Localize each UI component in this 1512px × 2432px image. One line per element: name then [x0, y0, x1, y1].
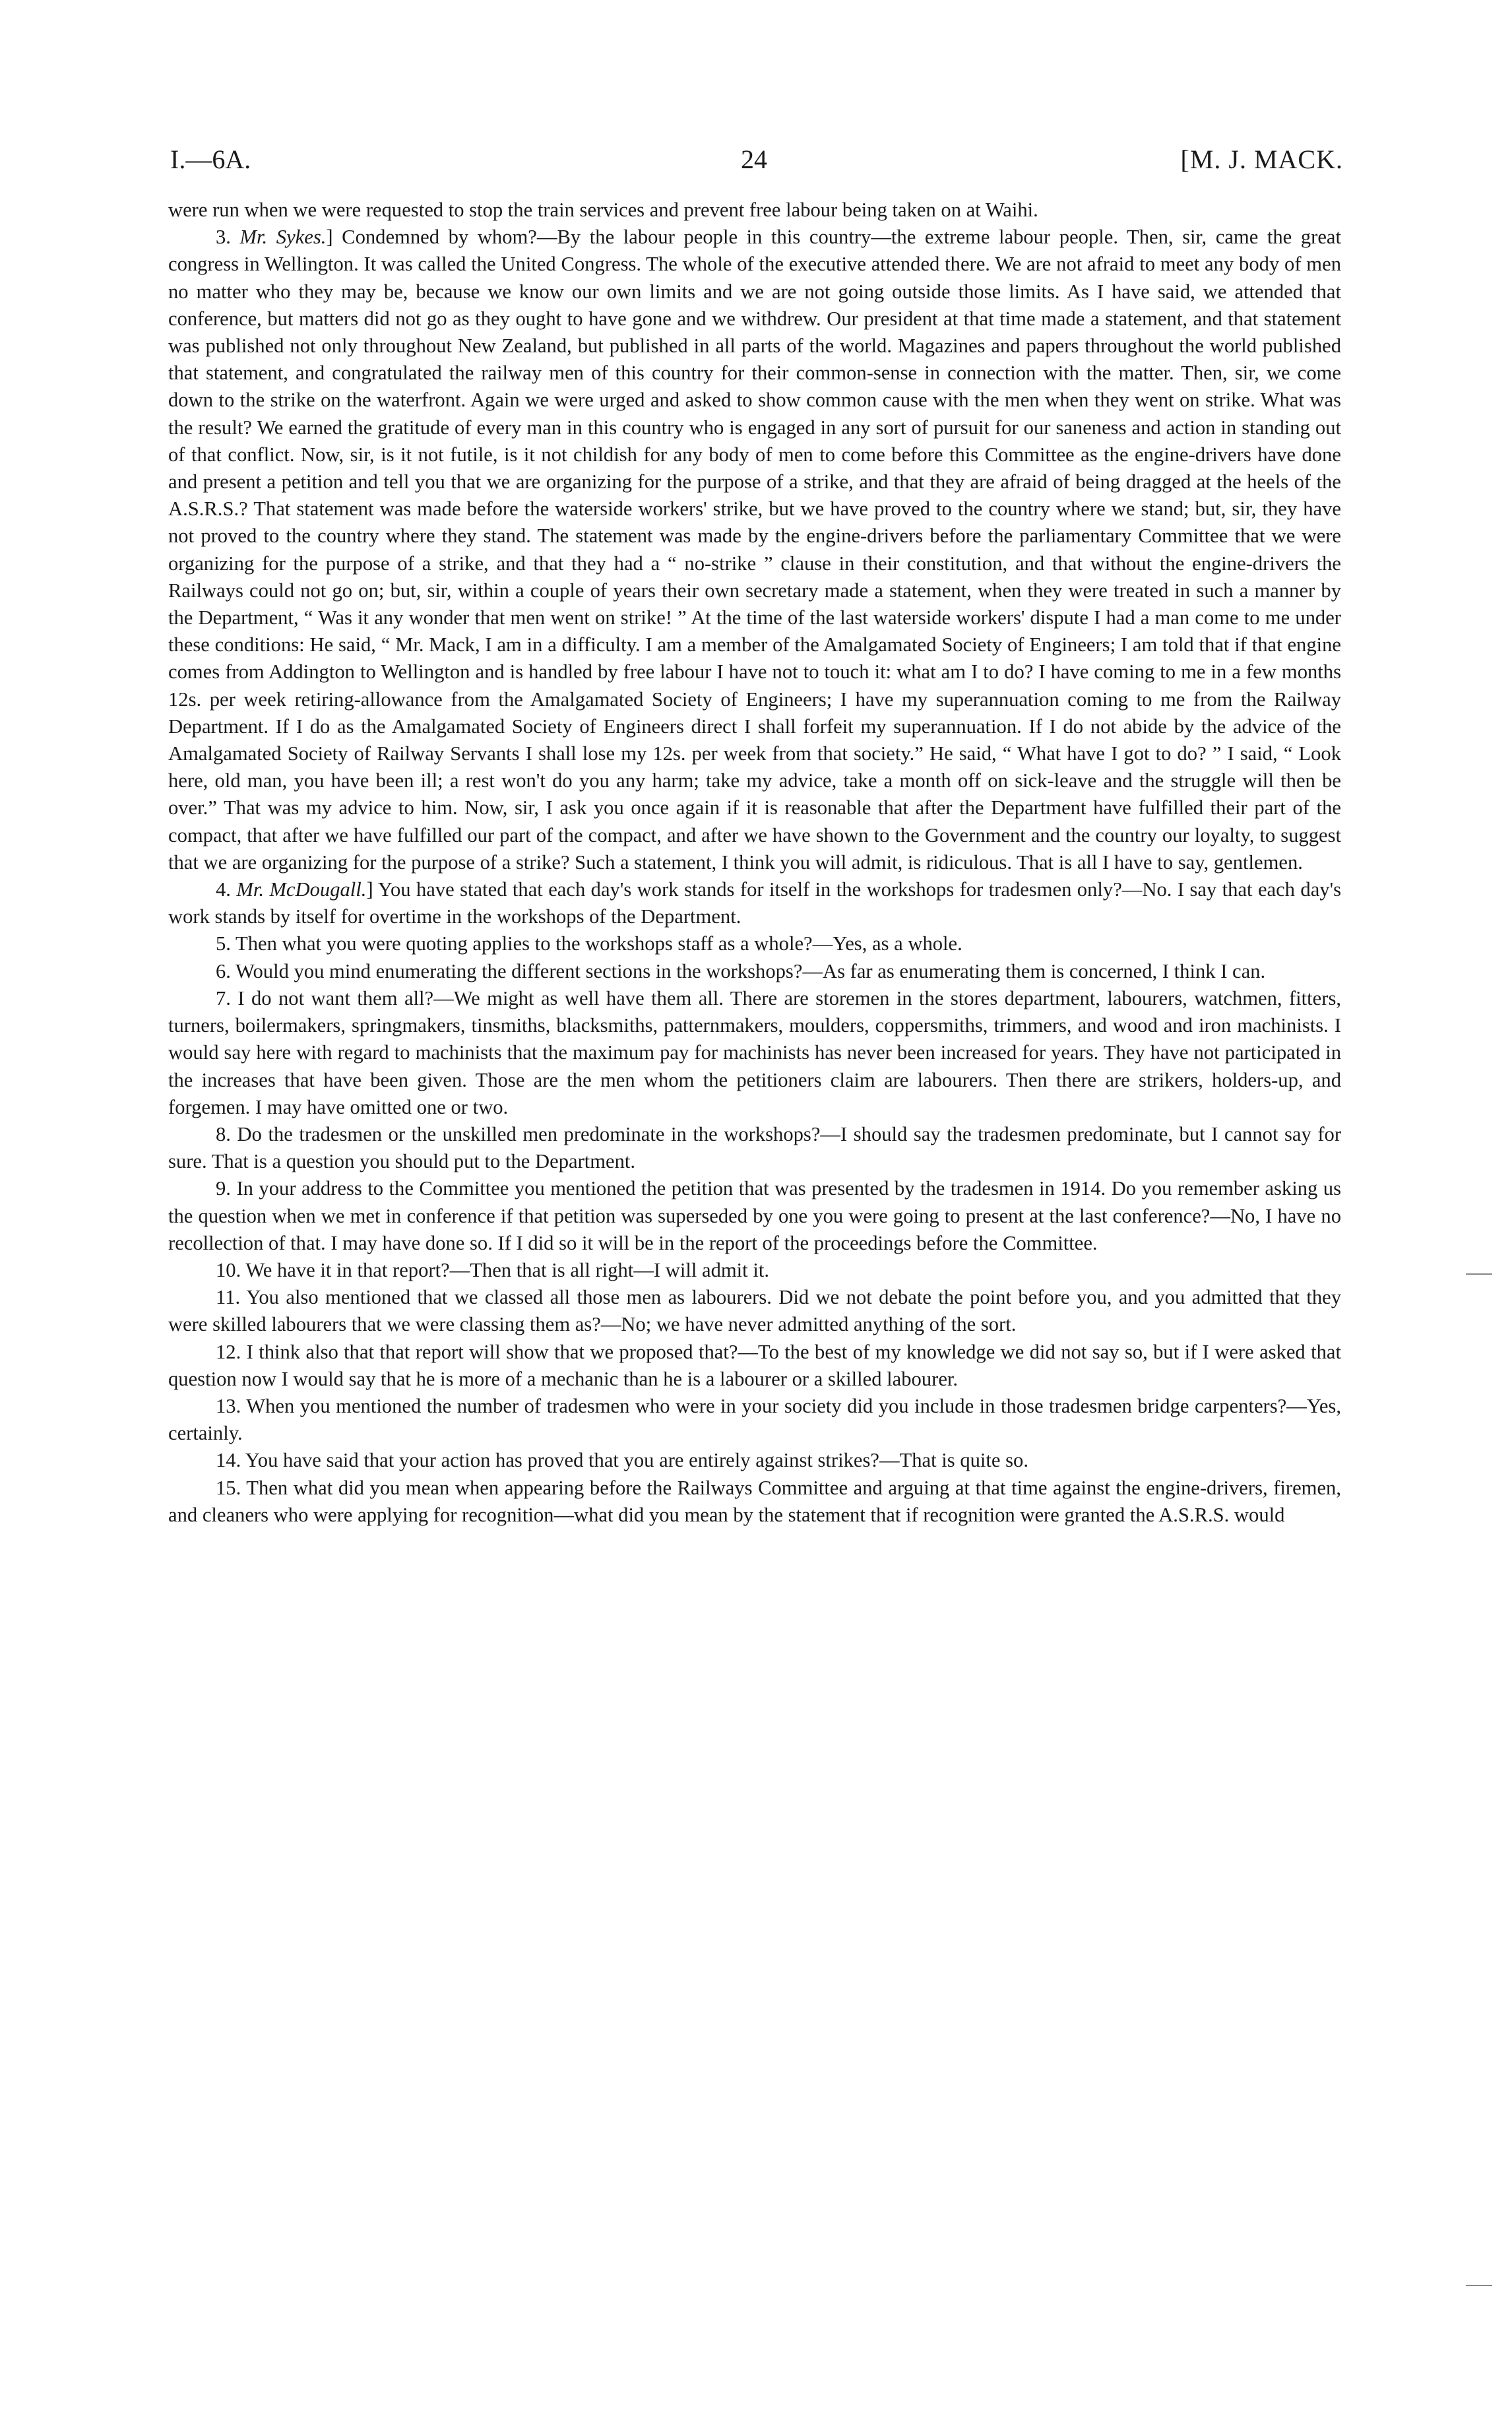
paragraph-text: You have said that your action has proved that you are entirely against strikes?—That is quite so. [245, 1449, 1028, 1472]
question-number: 7. [216, 986, 238, 1009]
paragraph-text: Do the tradesmen or the unskilled men predominate in the workshops?—I should say the tradesmen predominate, but I cannot say for sure. That is a question you should put to the Department. [168, 1122, 1342, 1173]
paragraph-text: I do not want them all?—We might as well have them all. There are storemen in the stores department, labourers, watchmen, fitters, turners, boilermakers, springmakers, tinsmiths, blacksmiths, patternmakers, moulders, coppersmiths, trimmers, and wood and iron machinists. I would say here with regard to machinists that the maximum pay for machinists has never been increased for years. They have not participated in the increases that have been given. Those are the men whom the petitioners claim are labourers. Then there are strikers, holders-up, and forgemen. I may have omitted one or two. [168, 986, 1342, 1118]
question-number: 5. [216, 932, 236, 955]
paragraph-text: You also mentioned that we classed all those men as labourers. Did we not debate the point before you, and you admitted that they were skilled labourers that we were classing them as?—No; we have never admitted anything of the sort. [168, 1286, 1341, 1336]
question-number: 8. [216, 1122, 237, 1145]
paragraph-text: When you mentioned the number of tradesmen who were in your society did you include in those tradesmen bridge carpenters?—Yes, certainly. [168, 1394, 1341, 1445]
question-number: 14. [216, 1449, 245, 1472]
speaker-name: Mr. McDougall. [236, 878, 367, 901]
paragraph-text: ] Condemned by whom?—By the labour people in this country—the extreme labour people. Then, sir, came the great congress in Wellington. It was called the United Congress. The whole of the executive attended there. We are not afraid to meet any body of men no matter who they may be, because we know our own limits and we are not going outside those limits. As I have said, we attended that conference, but matters did not go as they ought to have gone and we withdrew. Our president at that time made a statement, and that statement was published not only throughout New Zealand, but published in all parts of the world. Magazines and papers throughout the world published that statement, and congratulated the railway men of this country for their common-sense in connection with the matter. Then, sir, we come down to the strike on the waterfront. Again we were urged and asked to show common cause with the men when they went on strike. What was the result? We earned the gratitude of every man in this country who is engaged in any sort of pursuit for our saneness and action in standing out of that conflict. Now, sir, is it not futile, is it not childish for any body of men to come before this Committee as the engine-drivers have done and present a petition and tell you that we are organizing for the purpose of a strike, and that they are afraid of being dragged at the heels of the A.S.R.S.? That statement was made before the waterside workers' strike, but we have proved to the country where we stand; but, sir, they have not proved to the country where they stand. The statement was made by the engine-drivers before the parliamentary Committee that we were organizing for the purpose of a strike, and that they had a “ no-strike ” clause in their constitution, and that without the engine-drivers the Railways could not go on; but, sir, within a couple of years their own secretary made a statement, when they were treated in such a manner by the Department, “ Was it any wonder that men went on strike! ” At the time of the last waterside workers' dispute I had a man come to me under these conditions: He said, “ Mr. Mack, I am in a difficulty. I am a member of the Amalgamated Society of Engineers; I am told that if that engine comes from Addington to Wellington and is handled by free labour I have not to touch it: what am I to do? I have coming to me in a few months 12s. per week retiring-allowance from the Amalgamated Society of Engineers; I have my superannuation coming to me from the Railway Department. If I do as the Amalgamated Society of Engineers direct I shall forfeit my superannuation. If I do not abide by the advice of the Amalgamated Society of Railway Servants I shall lose my 12s. per week from that society.” He said, “ What have I got to do? ” I said, “ Look here, old man, you have been ill; a rest won't do you any harm; take my advice, take a month off on sick-leave and the struggle will then be over.” That was my advice to him. Now, sir, I ask you once again if it is reasonable that after the Department have fulfilled their part of the compact, that after we have fulfilled our part of the compact, and after we have shown to the Government and the country our loyalty, to suggest that we are organizing for the purpose of a strike? Such a statement, I think you will admit, is ridiculous. That is all I have to say, gentlemen. [168, 226, 1341, 874]
paragraph [168, 958, 1341, 985]
question-number: 3. [216, 226, 240, 249]
paragraph [168, 1447, 1341, 1474]
page-header [165, 140, 1343, 179]
paper-reference: I.—6A. [170, 144, 251, 174]
paragraph [168, 876, 1341, 930]
paragraph-text: Would you mind enumerating the different sections in the workshops?—As far as enumerating them is concerned, I think I can. [236, 959, 1266, 982]
paragraph [168, 1475, 1341, 1529]
paragraph [168, 1393, 1341, 1447]
paragraph-text: In your address to the Committee you mentioned the petition that was presented by the tradesmen in 1914. Do you remember asking us the question when we met in conference if that petition was superseded by one you were going to present at the last conference?—No, I have no recollection of that. I may have done so. If I did so it will be in the report of the proceedings before the Committee. [168, 1177, 1342, 1254]
witness-name: [M. J. MACK. [1180, 144, 1343, 174]
question-number: 6. [216, 959, 236, 982]
paragraph [168, 1121, 1341, 1175]
question-number: 4. [216, 878, 237, 901]
paragraph-text: Then what you were quoting applies to the workshops staff as a whole?—Yes, as a whole. [236, 932, 962, 955]
paragraph [168, 1339, 1341, 1393]
paragraph-text: We have it in that report?—Then that is all right—I will admit it. [245, 1258, 769, 1281]
paragraph [168, 1175, 1341, 1257]
paragraph [168, 1284, 1341, 1338]
paragraph-text: Then what did you mean when appearing before the Railways Committee and arguing at that time against the engine-drivers, firemen, and cleaners who were applying for recognition—what did you mean by the statement that if recognition were granted the A.S.R.S. would [168, 1476, 1341, 1526]
question-number: 12. [216, 1340, 247, 1363]
paragraph-text: ] You have stated that each day's work stands for itself in the workshops for tradesmen only?—No. I say that each day's work stands by itself for overtime in the workshops of the Department. [168, 878, 1341, 928]
question-number: 15. [216, 1476, 247, 1499]
question-number: 13. [216, 1394, 247, 1417]
paragraph [168, 224, 1341, 876]
speaker-name: Mr. Sykes. [239, 226, 327, 249]
margin-mark [1466, 2285, 1492, 2286]
paragraph-text: were run when we were requested to stop the train services and prevent free labour being taken on at Waihi. [168, 199, 1038, 221]
paragraph [168, 930, 1341, 957]
paragraph-text: I think also that that report will show that we proposed that?—To the best of my knowledge we did not say so, but if I were asked that question now I would say that he is more of a mechanic than he is a labourer or a skilled labourer. [168, 1340, 1341, 1390]
margin-mark [1466, 1273, 1492, 1275]
question-number: 10. [216, 1258, 246, 1281]
paragraph [168, 985, 1341, 1121]
question-number: 9. [216, 1177, 237, 1200]
transcript-body [168, 197, 1341, 1529]
paragraph [168, 197, 1341, 224]
question-number: 11. [216, 1286, 247, 1309]
page-number: 24 [741, 144, 767, 174]
paragraph [168, 1257, 1341, 1284]
